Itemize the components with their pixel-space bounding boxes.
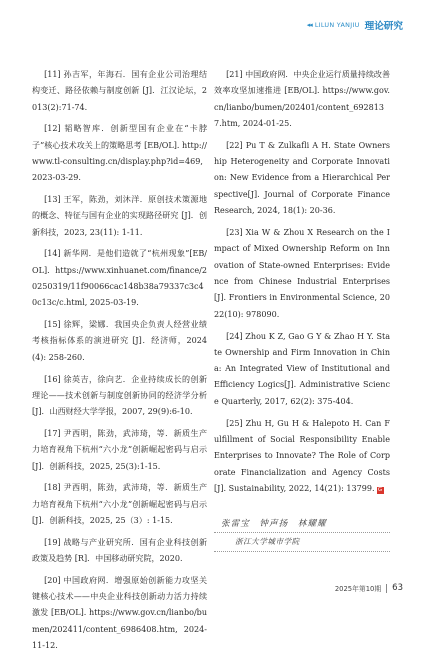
running-header xyxy=(307,18,403,32)
divider xyxy=(214,532,390,533)
author-affiliation: 浙江大学城市学院 xyxy=(235,537,300,546)
reference-item: [14] 新华网．是他们造就了“杭州现象”[EB/OL]. https://www.xinhuanet.com/finance/20250319/11f90066cac148b38a79337c3c40c13c/c.html, 2025-03-19. xyxy=(32,249,207,308)
divider xyxy=(214,551,390,552)
reference-text: [25] Zhu H, Gu H & Halepoto H. Can Fulfillment of Social Responsibility Enable Enterprises to Innovate? The Role of Corporate Financialization and Agency Costs[J]. Sustainability, 2022, 14(21): 13799. xyxy=(214,418,390,493)
reference-item: [24] Zhou K Z, Gao G Y & Zhao H Y. State Ownership and Firm Innovation in China: An Integrated View of Institutional and Efficiency Logics[J]. Administrative Science Quarterly, 2017, 62(2): 375-404. xyxy=(214,331,390,406)
article-authors: 张雷宝 钟声扬 林耀耀 xyxy=(221,519,327,529)
references-right-column xyxy=(214,67,390,503)
reference-item: [21] 中国政府网．中央企业运行质量持续改善效率攻坚加速推进 [EB/OL]. https://www.gov.cn/lianbo/bumen/202401/content_6928137.htm, 2024-01-25. xyxy=(214,70,390,128)
journal-name-cn: 理论研究 xyxy=(364,21,403,32)
reference-item: [15] 徐辉，梁娜．我国央企负责人经营业绩考核指标体系的演进研究 [J]．经济师，2024(4): 258-260. xyxy=(32,320,207,362)
reference-item: [20] 中国政府网．增强原始创新能力攻坚关键核心技术——中央企业科技创新动力活力持续激发 [EB/OL]. https://www.gov.cn/lianbo/bumen/202411/content_6986408.htm, 2024-11-12. xyxy=(32,575,207,650)
reference-item: [23] Xia W & Zhou X Research on the Impact of Mixed Ownership Reform on Innovation of State-owned Enterprises: Evidence from Chinese Industrial Enterprises[J]. Frontiers in Environmental Science, 2022(10): 978090. xyxy=(214,228,390,319)
reference-item: [12] 韬略智库．创新型国有企业在“卡脖子”核心技术攻关上的策略思考 [EB/OL]. http://www.tl-consulting.cn/display.php?id=469, 2023-03-29. xyxy=(32,124,207,183)
issue-label: 2025年第10期 xyxy=(334,585,382,593)
page-footer xyxy=(335,583,403,593)
reference-item: [16] 徐英吉，徐向艺．企业持续成长的创新理论——技术创新与制度创新协同的经济学分析 [J]．山西财经大学学报，2007, 29(9):6-10. xyxy=(32,374,207,417)
reference-item: [11] 孙吉军，年海石．国有企业公司治理结构变迁、路径依赖与制度创新 [J]．江汉论坛，2013(2):71-74. xyxy=(32,70,207,112)
journal-name-en: LILUN YANJIU xyxy=(314,21,360,29)
reference-item: [17] 尹西明，陈劲，武沛琦，等．新质生产力培育视角下杭州“六小龙”创新崛起密码与启示 [J]．创新科技，2025, 25(3):1-15. xyxy=(32,428,207,471)
reference-item xyxy=(214,416,390,497)
end-of-article-icon: G xyxy=(377,486,383,493)
reference-item: [19] 战略与产业研究所．国有企业科技创新政策及趋势 [R]．中国移动研究院，2020. xyxy=(32,537,207,564)
reference-item: [22] Pu T & Zulkafli A H. State Ownership Heterogeneity and Corporate Innovation: New Evidence from a Hierarchical Perspective[J]. Journal of Corporate Finance Research, 2024, 18(1): 20-36. xyxy=(214,140,390,216)
page-number: 63 xyxy=(392,583,403,593)
footer-separator xyxy=(386,584,387,593)
reference-item: [18] 尹西明，陈劲，武沛琦，等．新质生产力培育视角下杭州“六小龙”创新崛起密码与启示 [J]．创新科技，2025, 25（3）: 1-15. xyxy=(32,483,207,525)
references-left-column xyxy=(32,67,207,660)
reference-item: [13] 王军，陈劲，刘沐洋．原创技术策源地的概念、特征与国有企业的实现路径研究 [J]．创新科技，2023, 23(11): 1-11. xyxy=(32,195,207,237)
header-arrows-icon: ◂◂ xyxy=(306,21,312,29)
